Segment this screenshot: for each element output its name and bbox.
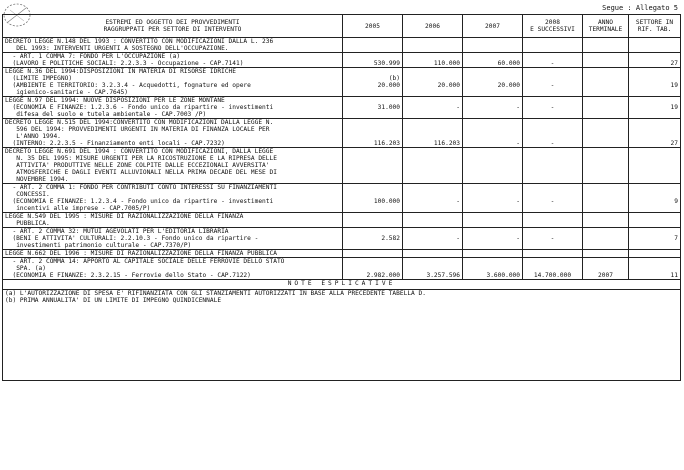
value-anno-terminale — [583, 38, 629, 53]
value-2005 — [343, 148, 403, 184]
value-anno-terminale — [583, 119, 629, 148]
value-2005: 116.203 — [343, 119, 403, 148]
col-header-description: ESTREMI ED OGGETTO DEI PROVVEDIMENTI RAGGRUPPATI PER SETTORE DI INTERVENTO — [3, 15, 343, 38]
provision-description: DECRETO LEGGE N.148 DEL 1993 : CONVERTITO CON MODIFICAZIONI DALLA L. 236 DEL 1993: INTERVENTI URGENTI A SOSTEGNO DELL'OCCUPAZIONE. — [3, 38, 343, 53]
allocation-table — [2, 14, 681, 381]
value-anno-terminale — [583, 228, 629, 250]
value-2005: (b) 20.000 — [343, 68, 403, 97]
value-2007: 60.000 — [463, 53, 523, 68]
value-settore: 27 — [629, 119, 681, 148]
value-2008: - — [523, 228, 583, 250]
value-settore: 11 — [629, 258, 681, 280]
value-2006: 116.203 — [403, 119, 463, 148]
value-settore — [629, 250, 681, 258]
value-2006 — [403, 38, 463, 53]
notes-row — [3, 290, 681, 381]
table-row — [3, 250, 681, 258]
table-row — [3, 38, 681, 53]
value-settore: 27 — [629, 53, 681, 68]
value-2006: 20.000 — [403, 68, 463, 97]
value-2007: - — [463, 228, 523, 250]
provision-description: LEGGE N.36 DEL 1994:DISPOSIZIONI IN MATERIA DI RISORSE IDRICHE (LIMITE IMPEGNO) (AMBIENTE E TERRITORIO: 3.2.3.4 - Acquedotti, fognature ed opere igienico-sanitarie - CAP.7645) — [3, 68, 343, 97]
table-row — [3, 213, 681, 228]
value-2007 — [463, 38, 523, 53]
provision-description: DECRETO LEGGE N.691 DEL 1994 : CONVERTITO CON MODIFICAZIONI, DALLA LEGGE N. 35 DEL 1995: MISURE URGENTI PER LA RICOSTRUZIONE E LA RIPRESA DELLE ATTIVITA' PRODUTTIVE NELLE ZONE COLPITE DALLE ECCEZIONALI AVVERSITA' ATMOSFERICHE E DAGLI EVENTI ALLUVIONALI NELLA PRIMA DECADE DEL MESE DI NOVEMBRE 1994. — [3, 148, 343, 184]
value-anno-terminale — [583, 184, 629, 213]
value-settore: 19 — [629, 68, 681, 97]
table-row — [3, 119, 681, 148]
provision-description: LEGGE N.97 DEL 1994: NUOVE DISPOSIZIONI PER LE ZONE MONTANE (ECONOMIA E FINANZE: 1.2.3.6 - Fondo unico da ripartire - investimenti difesa del suolo e tutela ambientale - CAP.7003 /P) — [3, 97, 343, 119]
provision-description: DECRETO LEGGE N.515 DEL 1994:CONVERTITO CON MODIFICAZIONI DALLA LEGGE N. 596 DEL 1994: PROVVEDIMENTI URGENTI IN MATERIA DI FINANZA LOCALE PER L'ANNO 1994. (INTERNO: 2.2.3.5 - Finanziamento enti locali - CAP.7232) — [3, 119, 343, 148]
col-header-2007: 2007 — [463, 15, 523, 38]
value-2006: - — [403, 184, 463, 213]
provision-description: - ART. 2 COMMA 32: MUTUI AGEVOLATI PER L'EDITORIA LIBRARIA (BENI E ATTIVITA' CULTURALI: 2.2.10.3 - Fondo unico da ripartire - investimenti patrimonio culturale - CAP.7370/P) — [3, 228, 343, 250]
col-header-2006: 2006 — [403, 15, 463, 38]
value-settore: 7 — [629, 228, 681, 250]
col-header-2008: 2008 E SUCCESSIVI — [523, 15, 583, 38]
value-settore — [629, 148, 681, 184]
provision-description: - ART. 1 COMMA 7: FONDO PER L'OCCUPAZIONE (a) (LAVORO E POLITICHE SOCIALI: 2.2.3.3 - Occupazione - CAP.7141) — [3, 53, 343, 68]
value-2005: 31.000 — [343, 97, 403, 119]
value-2007 — [463, 250, 523, 258]
value-2006: 3.257.596 — [403, 258, 463, 280]
value-2005: 2.582 — [343, 228, 403, 250]
value-2007 — [463, 148, 523, 184]
value-2005: 2.982.000 — [343, 258, 403, 280]
value-2008: 14.700.000 — [523, 258, 583, 280]
table-row — [3, 53, 681, 68]
provision-description: LEGGE N.549 DEL 1995 : MISURE DI RAZIONALIZZAZIONE DELLA FINANZA PUBBLICA. — [3, 213, 343, 228]
provision-description: - ART. 2 COMMA 1: FONDO PER CONTRIBUTI CONTO INTERESSI SU FINANZIAMENTI CONCESSI. (ECONOMIA E FINANZE: 1.2.3.4 - Fondo unico da ripartire - investimenti incentivi alle imprese - CAP.7005/P) — [3, 184, 343, 213]
value-2006: - — [403, 97, 463, 119]
value-anno-terminale: 2007 — [583, 258, 629, 280]
value-2008 — [523, 213, 583, 228]
value-settore: 9 — [629, 184, 681, 213]
value-settore — [629, 38, 681, 53]
value-2008: - — [523, 184, 583, 213]
provision-description: LEGGE N.662 DEL 1996 : MISURE DI RAZIONALIZZAZIONE DELLA FINANZA PUBBLICA — [3, 250, 343, 258]
notes-title: NOTE ESPLICATIVE — [3, 280, 681, 290]
col-header-anno-terminale: ANNO TERMINALE — [583, 15, 629, 38]
page-header-label: Segue : Allegato 5 — [602, 4, 678, 12]
value-2008: - — [523, 68, 583, 97]
value-2008 — [523, 250, 583, 258]
value-2005: 100.000 — [343, 184, 403, 213]
value-2005 — [343, 250, 403, 258]
value-anno-terminale — [583, 213, 629, 228]
table-row — [3, 68, 681, 97]
notes-header-row — [3, 280, 681, 290]
value-anno-terminale — [583, 250, 629, 258]
value-2006: - — [403, 228, 463, 250]
col-header-2005: 2005 — [343, 15, 403, 38]
value-anno-terminale — [583, 97, 629, 119]
value-2006 — [403, 213, 463, 228]
table-header-row — [3, 15, 681, 38]
value-2006 — [403, 148, 463, 184]
value-2007: - — [463, 97, 523, 119]
table-row — [3, 184, 681, 213]
value-settore — [629, 213, 681, 228]
value-2007: 3.600.000 — [463, 258, 523, 280]
value-2005 — [343, 213, 403, 228]
value-2005 — [343, 38, 403, 53]
notes-text: (a) L'AUTORIZZAZIONE DI SPESA E' RIFINANZIATA CON GLI STANZIAMENTI AUTORIZZATI IN BASE ALLA PRECEDENTE TABELLA D. (b) PRIMA ANNUALITA' DI UN LIMITE DI IMPEGNO QUINDICENNALE — [3, 290, 681, 381]
value-2008 — [523, 38, 583, 53]
value-2007: - — [463, 119, 523, 148]
value-2007 — [463, 213, 523, 228]
value-2006 — [403, 250, 463, 258]
value-2008: - — [523, 97, 583, 119]
value-anno-terminale — [583, 53, 629, 68]
col-header-settore: SETTORE IN RIF. TAB. — [629, 15, 681, 38]
value-2007: 20.000 — [463, 68, 523, 97]
table-row — [3, 258, 681, 280]
value-2006: 110.000 — [403, 53, 463, 68]
value-2008 — [523, 148, 583, 184]
table-row — [3, 228, 681, 250]
value-settore: 19 — [629, 97, 681, 119]
value-anno-terminale — [583, 68, 629, 97]
value-2008: - — [523, 119, 583, 148]
table-row — [3, 97, 681, 119]
value-anno-terminale — [583, 148, 629, 184]
value-2007: - — [463, 184, 523, 213]
value-2005: 530.999 — [343, 53, 403, 68]
value-2008: - — [523, 53, 583, 68]
provision-description: - ART. 2 COMMA 14: APPORTO AL CAPITALE SOCIALE DELLE FERROVIE DELLO STATO SPA. (a) (ECONOMIA E FINANZE: 2.3.2.15 - Ferrovie dello Stato - CAP.7122) — [3, 258, 343, 280]
table-row — [3, 148, 681, 184]
